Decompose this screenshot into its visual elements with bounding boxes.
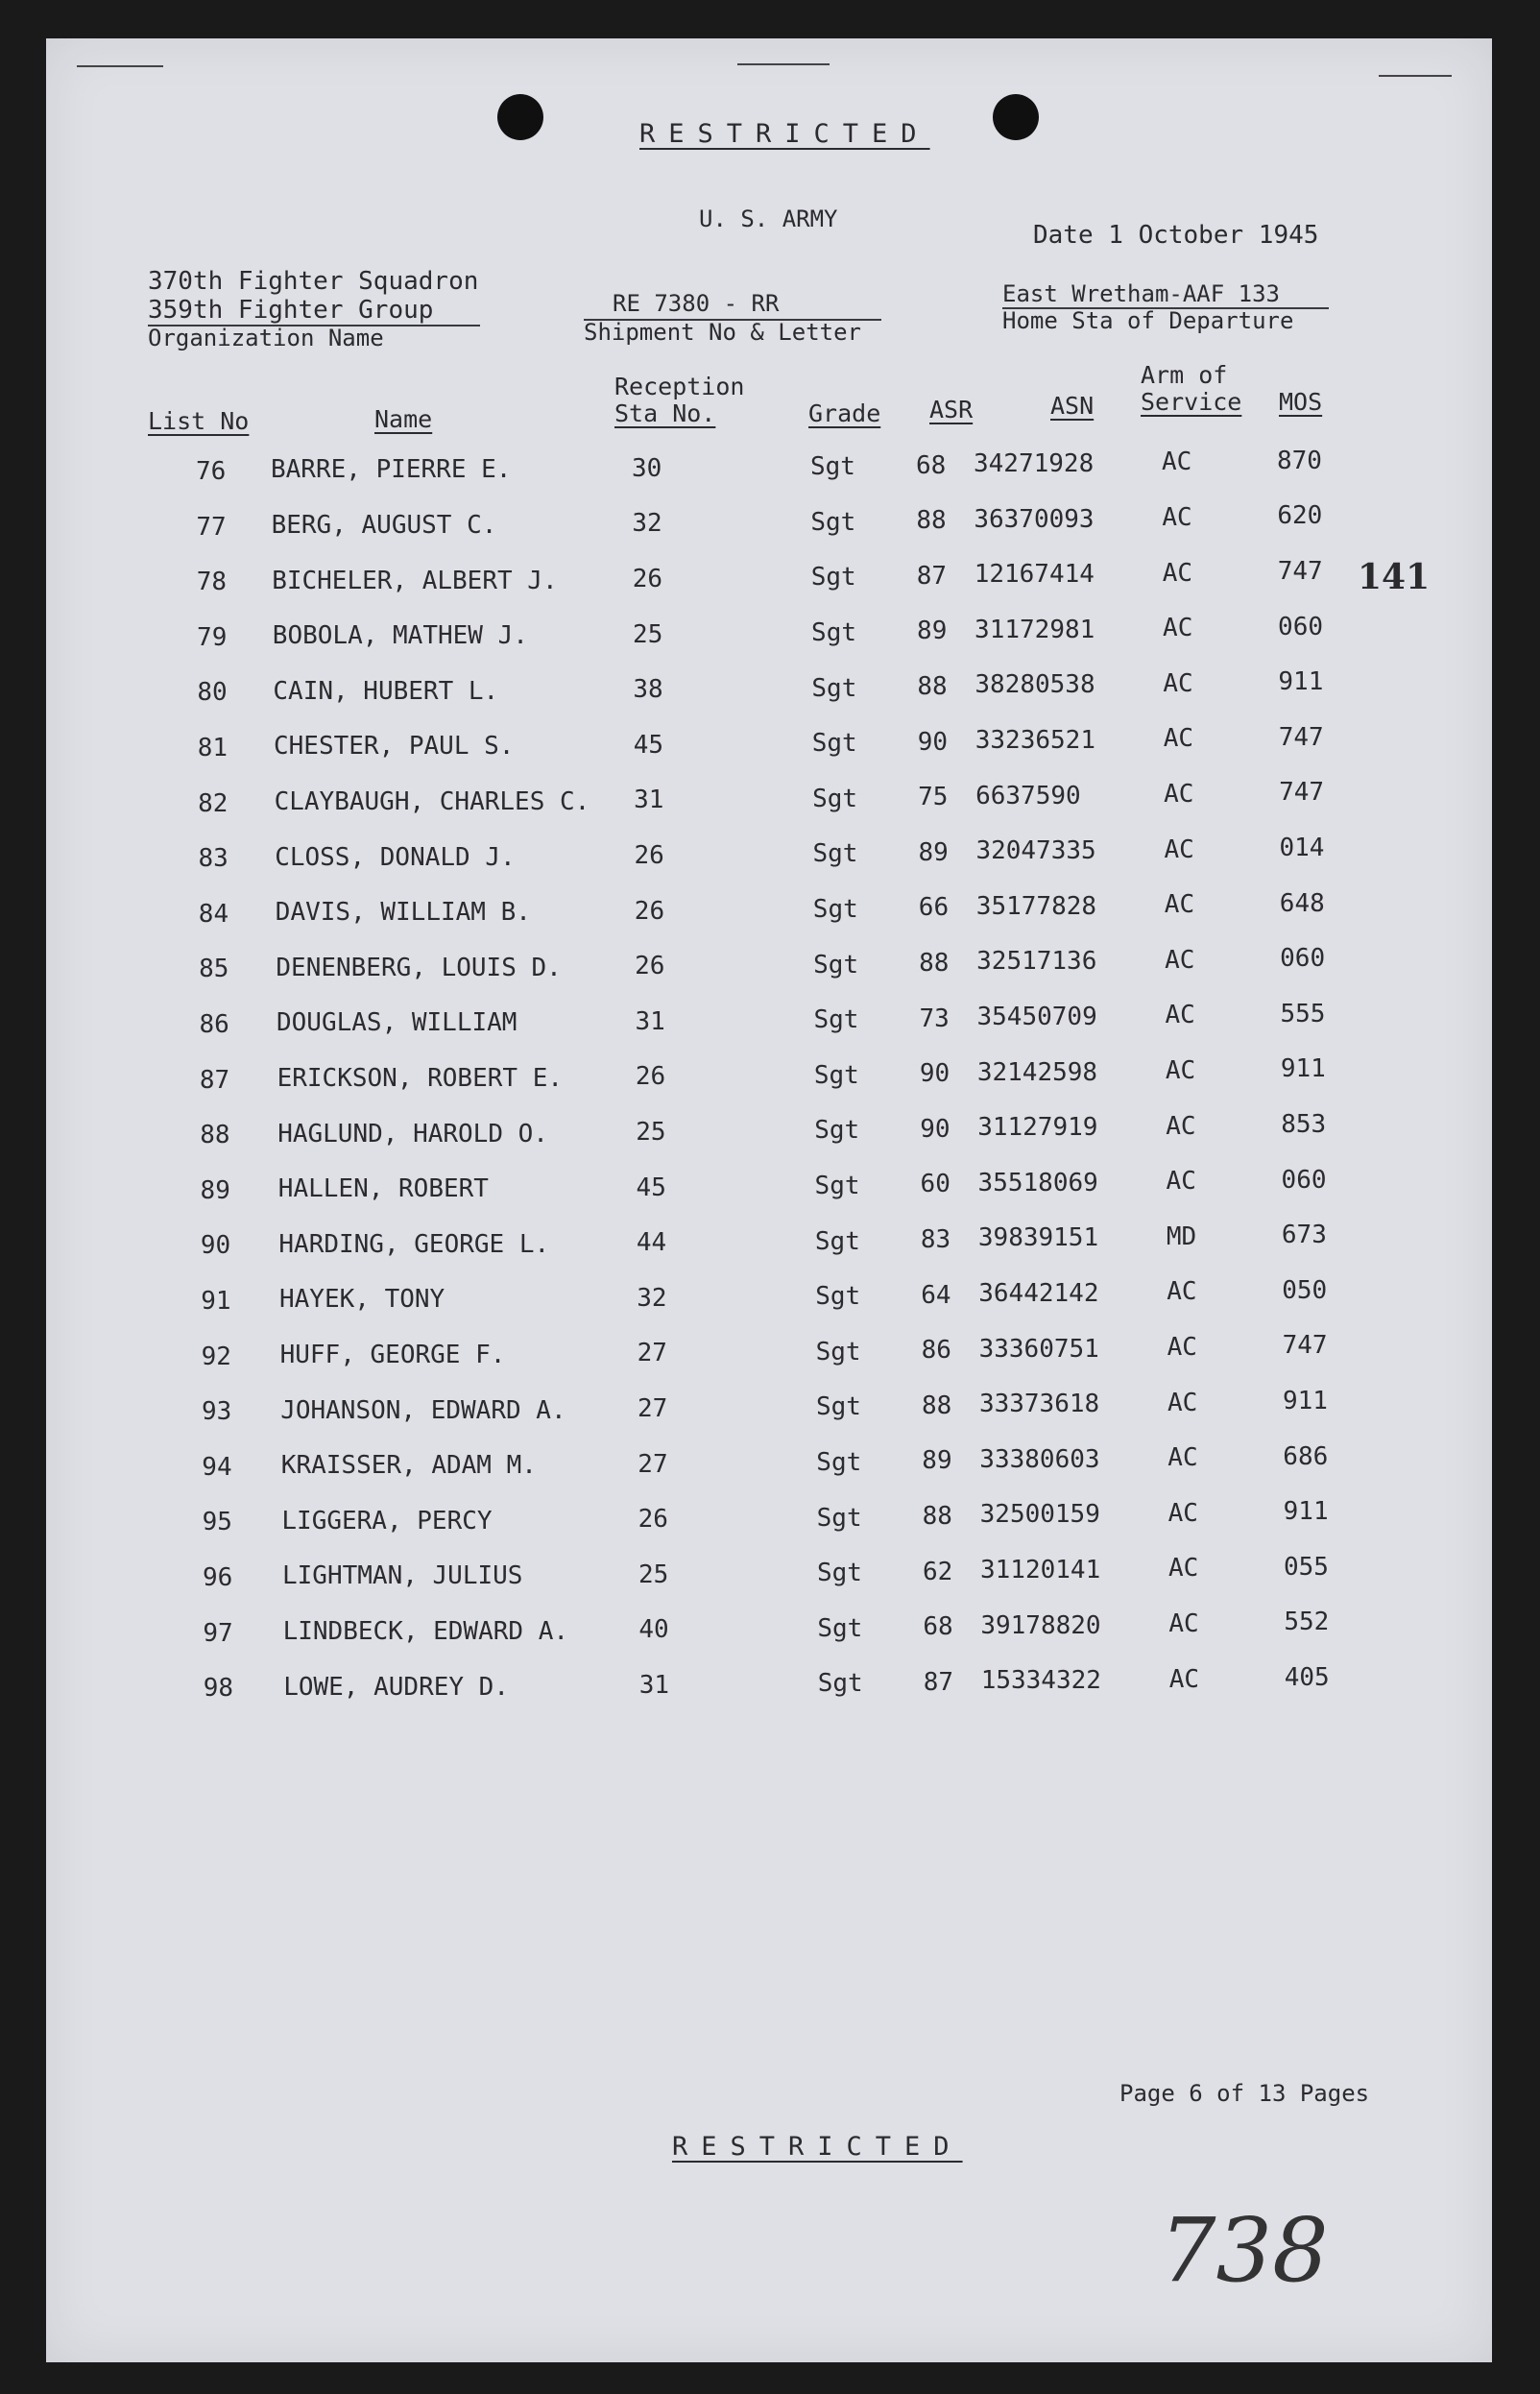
cell-asn: 32047335 — [975, 836, 1096, 866]
cell-reception: 32 — [632, 509, 662, 539]
cell-reception: 26 — [634, 841, 664, 870]
cell-arm: AC — [1164, 890, 1195, 920]
cell-grade: Sgt — [811, 729, 857, 759]
cell-arm: AC — [1168, 1554, 1199, 1584]
cell-mos: 747 — [1279, 778, 1325, 808]
cell-name: CLAYBAUGH, CHARLES C. — [274, 787, 590, 816]
table-row — [46, 667, 1492, 716]
table-row — [46, 1110, 1492, 1159]
cell-name: HAYEK, TONY — [279, 1285, 445, 1315]
cell-grade: Sgt — [810, 452, 855, 482]
cell-reception: 27 — [637, 1339, 667, 1368]
cell-reception: 40 — [638, 1615, 669, 1645]
header-arm-line2: Service — [1141, 388, 1242, 416]
document-date: Date 1 October 1945 — [1033, 221, 1319, 250]
cell-arm: AC — [1163, 614, 1193, 643]
cell-asr: 88 — [921, 1390, 952, 1420]
cell-asr: 90 — [920, 1114, 950, 1144]
cell-grade: Sgt — [814, 1116, 860, 1146]
cell-asn: 38280538 — [975, 670, 1095, 700]
cell-asr: 87 — [923, 1667, 953, 1697]
cell-list-no: 91 — [201, 1287, 231, 1316]
shipment-value: RE 7380 - RR — [613, 290, 780, 317]
cell-mos: 747 — [1282, 1331, 1328, 1361]
cell-asr: 86 — [921, 1336, 951, 1366]
cell-list-no: 98 — [203, 1674, 233, 1704]
cell-arm: AC — [1164, 834, 1194, 864]
cell-name: KRAISSER, ADAM M. — [280, 1451, 537, 1481]
cell-grade: Sgt — [816, 1503, 862, 1533]
cell-name: HARDING, GEORGE L. — [278, 1229, 550, 1259]
cell-mos: 648 — [1279, 888, 1325, 918]
table-row — [46, 778, 1492, 828]
cell-mos: 620 — [1277, 501, 1323, 531]
cell-reception: 26 — [638, 1505, 668, 1535]
cell-mos: 911 — [1282, 1387, 1328, 1415]
cell-reception: 30 — [632, 453, 662, 483]
header-mos: MOS — [1279, 388, 1323, 416]
cell-asn: 39178820 — [980, 1610, 1101, 1640]
cell-name: HAGLUND, HAROLD O. — [277, 1119, 548, 1149]
cell-list-no: 93 — [201, 1397, 232, 1427]
punch-hole-left — [497, 94, 543, 140]
cell-mos: 870 — [1277, 446, 1322, 475]
home-station-value: East Wretham-AAF 133 — [1002, 280, 1280, 307]
cell-asr: 88 — [919, 949, 950, 978]
organization-line2: 359th Fighter Group — [148, 296, 434, 325]
cell-arm: AC — [1167, 1388, 1198, 1417]
cell-name: BARRE, PIERRE E. — [271, 455, 512, 485]
cell-asr: 90 — [919, 1059, 950, 1089]
cell-list-no: 87 — [199, 1065, 230, 1095]
table-row — [46, 1054, 1492, 1104]
header-reception-line1: Reception — [614, 373, 745, 400]
cell-reception: 45 — [636, 1173, 666, 1202]
document-page — [46, 38, 1492, 2362]
cell-mos: 747 — [1277, 557, 1323, 586]
cell-asr: 88 — [916, 506, 947, 536]
header-list-no: List No — [148, 407, 250, 435]
cell-grade: Sgt — [814, 1172, 860, 1200]
cell-name: BERG, AUGUST C. — [271, 511, 497, 540]
cell-list-no: 94 — [202, 1452, 232, 1482]
cell-arm: AC — [1164, 780, 1194, 809]
cell-name: DOUGLAS, WILLIAM — [277, 1008, 517, 1038]
cell-grade: Sgt — [810, 563, 856, 592]
cell-asr: 62 — [923, 1557, 953, 1586]
edge-mark — [77, 65, 163, 67]
table-row — [46, 999, 1492, 1049]
cell-name: LOWE, AUDREY D. — [283, 1672, 509, 1702]
cell-arm: AC — [1163, 724, 1194, 754]
cell-asn: 35177828 — [975, 891, 1097, 921]
cell-reception: 25 — [638, 1560, 669, 1589]
cell-arm: MD — [1166, 1221, 1197, 1251]
cell-mos: 060 — [1281, 1165, 1327, 1195]
cell-grade: Sgt — [811, 618, 857, 647]
edge-mark — [1379, 75, 1452, 77]
cell-name: LIGGERA, PERCY — [281, 1506, 493, 1536]
cell-arm: AC — [1165, 1056, 1196, 1085]
cell-asn: 33236521 — [975, 726, 1095, 755]
cell-arm: AC — [1167, 1443, 1198, 1473]
cell-list-no: 90 — [200, 1231, 231, 1261]
table-row — [46, 612, 1492, 662]
cell-list-no: 80 — [197, 678, 228, 708]
cell-name: CHESTER, PAUL S. — [274, 732, 515, 762]
cell-mos: 686 — [1283, 1441, 1329, 1471]
cell-asr: 89 — [922, 1446, 952, 1476]
table-row — [46, 1497, 1492, 1546]
table-row — [46, 501, 1492, 551]
cell-mos: 555 — [1280, 999, 1326, 1028]
table-row — [46, 1221, 1492, 1270]
cell-arm: AC — [1162, 558, 1192, 588]
cell-list-no: 85 — [199, 955, 229, 984]
cell-asn: 6637590 — [975, 781, 1081, 810]
cell-name: JOHANSON, EDWARD A. — [280, 1395, 566, 1425]
header-reception-line2: Sta No. — [614, 399, 716, 427]
cell-arm: AC — [1162, 503, 1192, 532]
table-row — [46, 1552, 1492, 1602]
cell-asr: 73 — [919, 1004, 950, 1033]
cell-arm: AC — [1166, 1167, 1196, 1197]
cell-asn: 34271928 — [974, 449, 1095, 478]
cell-asn: 32517136 — [976, 947, 1097, 977]
cell-reception: 31 — [635, 1006, 665, 1036]
cell-asr: 75 — [918, 783, 949, 812]
cell-reception: 26 — [635, 1062, 666, 1092]
organization-line1: 370th Fighter Squadron — [148, 267, 479, 296]
cell-asr: 89 — [918, 837, 949, 867]
classification-bottom: RESTRICTED — [672, 2132, 963, 2162]
cell-mos: 911 — [1280, 1054, 1326, 1084]
cell-mos: 747 — [1278, 722, 1324, 752]
cell-list-no: 89 — [200, 1175, 230, 1205]
cell-grade: Sgt — [815, 1337, 861, 1366]
cell-list-no: 82 — [198, 788, 229, 818]
cell-mos: 060 — [1280, 944, 1326, 974]
cell-grade: Sgt — [813, 950, 859, 979]
table-row — [46, 1275, 1492, 1325]
cell-mos: 014 — [1279, 834, 1325, 862]
cell-list-no: 97 — [203, 1618, 233, 1648]
cell-name: LIGHTMAN, JULIUS — [282, 1561, 523, 1591]
cell-mos: 055 — [1284, 1552, 1329, 1582]
cell-name: HALLEN, ROBERT — [277, 1174, 489, 1204]
cell-grade: Sgt — [810, 507, 856, 537]
cell-list-no: 92 — [201, 1342, 231, 1371]
table-row — [46, 1441, 1492, 1491]
cell-name: CAIN, HUBERT L. — [273, 676, 499, 706]
cell-list-no: 83 — [198, 844, 229, 874]
cell-reception: 26 — [635, 952, 665, 981]
cell-reception: 25 — [636, 1118, 666, 1147]
cell-mos: 060 — [1278, 612, 1324, 641]
table-row — [46, 888, 1492, 938]
cell-asr: 66 — [918, 893, 950, 923]
cell-asr: 88 — [917, 672, 948, 701]
cell-mos: 853 — [1281, 1110, 1327, 1139]
table-row — [46, 722, 1492, 772]
classification-top: RESTRICTED — [639, 119, 930, 149]
margin-number: 141 — [1358, 557, 1431, 597]
cell-list-no: 84 — [198, 899, 229, 929]
cell-grade: Sgt — [815, 1392, 861, 1422]
cell-asn: 39839151 — [977, 1223, 1099, 1253]
cell-grade: Sgt — [817, 1559, 862, 1588]
cell-reception: 45 — [633, 730, 664, 760]
cell-asr: 83 — [920, 1225, 951, 1254]
table-row — [46, 1608, 1492, 1657]
cell-list-no: 77 — [196, 512, 227, 542]
cell-name: BICHELER, ALBERT J. — [272, 566, 558, 595]
cell-name: HUFF, GEORGE F. — [279, 1341, 506, 1369]
header-grade: Grade — [808, 399, 881, 427]
cell-arm: AC — [1165, 1001, 1195, 1030]
cell-asr: 90 — [917, 727, 949, 757]
cell-reception: 44 — [636, 1228, 667, 1258]
cell-grade: Sgt — [814, 1226, 860, 1256]
cell-asn: 33380603 — [979, 1444, 1100, 1474]
cell-asr: 60 — [920, 1170, 950, 1199]
cell-list-no: 76 — [196, 457, 227, 486]
cell-asr: 68 — [923, 1612, 953, 1642]
table-row — [46, 446, 1492, 496]
cell-grade: Sgt — [816, 1448, 862, 1477]
table-row — [46, 1663, 1492, 1712]
table-row — [46, 1331, 1492, 1381]
cell-grade: Sgt — [813, 1060, 859, 1090]
cell-arm: AC — [1167, 1498, 1198, 1528]
header-asr: ASR — [929, 396, 974, 423]
cell-list-no: 81 — [197, 734, 229, 762]
cell-mos: 911 — [1283, 1497, 1329, 1527]
cell-list-no: 79 — [197, 622, 228, 652]
cell-asn: 31127919 — [977, 1113, 1098, 1143]
cell-arm: AC — [1163, 668, 1193, 698]
cell-asn: 31172981 — [975, 615, 1095, 644]
cell-asr: 68 — [916, 450, 947, 480]
cell-list-no: 86 — [199, 1010, 229, 1039]
cell-mos: 050 — [1282, 1275, 1328, 1305]
page-indicator: Page 6 of 13 Pages — [1119, 2080, 1370, 2107]
cell-list-no: 95 — [202, 1508, 232, 1537]
edge-mark — [737, 63, 830, 65]
cell-grade: Sgt — [813, 1005, 859, 1035]
agency-heading: U. S. ARMY — [699, 206, 838, 232]
cell-arm: AC — [1165, 945, 1195, 975]
cell-grade: Sgt — [812, 784, 858, 813]
cell-name: DAVIS, WILLIAM B. — [275, 898, 531, 928]
cell-asn: 32500159 — [979, 1500, 1100, 1530]
cell-asr: 89 — [917, 617, 948, 646]
cell-mos: 405 — [1284, 1663, 1330, 1692]
punch-hole-right — [993, 94, 1039, 140]
cell-list-no: 88 — [200, 1121, 230, 1150]
cell-asn: 36442142 — [978, 1279, 1099, 1308]
cell-reception: 32 — [637, 1283, 667, 1313]
cell-name: BOBOLA, MATHEW J. — [272, 621, 528, 651]
cell-asn: 31120141 — [980, 1556, 1101, 1584]
cell-mos: 673 — [1281, 1221, 1327, 1250]
organization-label: Organization Name — [148, 325, 384, 351]
shipment-label: Shipment No & Letter — [584, 319, 861, 346]
cell-arm: AC — [1167, 1333, 1197, 1362]
cell-grade: Sgt — [812, 839, 858, 869]
cell-asn: 33373618 — [978, 1390, 1100, 1419]
cell-asn: 15334322 — [980, 1666, 1101, 1696]
home-station-label: Home Sta of Departure — [1002, 307, 1294, 334]
table-row — [46, 1387, 1492, 1436]
cell-name: DENENBERG, LOUIS D. — [276, 953, 562, 982]
cell-grade: Sgt — [811, 673, 857, 703]
cell-reception: 38 — [633, 675, 663, 705]
cell-reception: 31 — [638, 1671, 669, 1700]
handwritten-number: 738 — [1160, 2199, 1329, 2302]
cell-grade: Sgt — [817, 1669, 863, 1699]
cell-reception: 31 — [634, 786, 664, 815]
header-name: Name — [374, 405, 433, 433]
cell-asn: 12167414 — [974, 560, 1095, 590]
cell-grade: Sgt — [817, 1613, 863, 1643]
cell-arm: AC — [1168, 1609, 1199, 1638]
table-row — [46, 834, 1492, 883]
cell-reception: 26 — [634, 896, 665, 926]
cell-asr: 88 — [922, 1502, 952, 1531]
cell-mos: 552 — [1284, 1608, 1330, 1637]
cell-reception: 27 — [637, 1394, 668, 1423]
cell-arm: AC — [1168, 1664, 1199, 1694]
cell-grade: Sgt — [815, 1282, 861, 1312]
table-row — [46, 557, 1492, 606]
cell-reception: 25 — [633, 619, 663, 649]
table-row — [46, 1165, 1492, 1215]
cell-asn: 32142598 — [976, 1057, 1098, 1087]
header-arm-line1: Arm of — [1141, 361, 1228, 389]
cell-asn: 35450709 — [976, 1003, 1097, 1031]
cell-mos: 911 — [1278, 667, 1324, 697]
cell-arm: AC — [1167, 1277, 1197, 1307]
cell-name: ERICKSON, ROBERT E. — [277, 1064, 564, 1093]
cell-name: LINDBECK, EDWARD A. — [282, 1617, 569, 1646]
cell-arm: AC — [1162, 447, 1192, 477]
cell-asn: 35518069 — [977, 1168, 1098, 1197]
header-asn: ASN — [1050, 392, 1095, 420]
cell-list-no: 96 — [203, 1563, 233, 1592]
cell-grade: Sgt — [812, 895, 858, 924]
cell-list-no: 78 — [196, 568, 227, 597]
cell-asn: 36370093 — [974, 504, 1095, 534]
cell-asr: 64 — [921, 1280, 951, 1310]
cell-name: CLOSS, DONALD J. — [275, 842, 516, 872]
table-row — [46, 944, 1492, 993]
cell-asr: 87 — [916, 561, 947, 591]
cell-reception: 27 — [638, 1449, 668, 1479]
cell-asn: 33360751 — [978, 1334, 1099, 1364]
cell-reception: 26 — [632, 565, 662, 593]
cell-arm: AC — [1166, 1111, 1196, 1141]
